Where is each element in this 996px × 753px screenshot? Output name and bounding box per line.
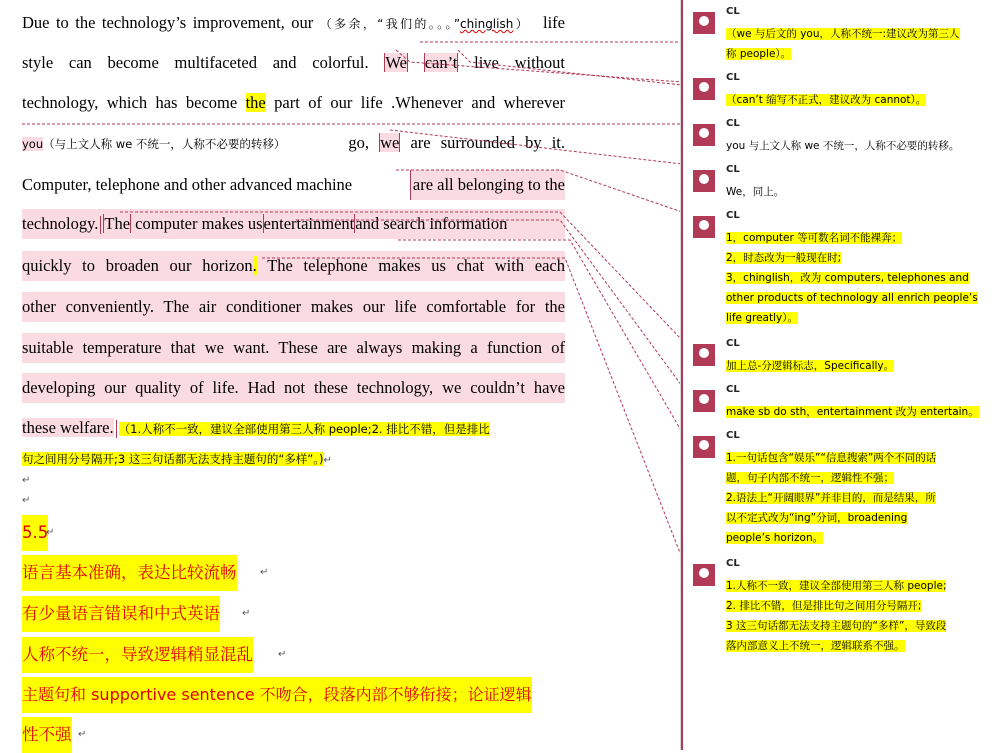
text-run: these welfare. — [22, 418, 114, 437]
comment-anchor — [100, 216, 101, 234]
document-page[interactable] — [22, 0, 565, 750]
text-run: Due to the technology’s improvement, our — [22, 13, 314, 32]
comment-text: 1，computer 等可数名词不能裸奔； 2，时态改为一般现在时; 3，chinglish，改为 computers, telephones and other products of technology all enrich people’s life greatly）。 — [726, 232, 978, 324]
commented-phrase[interactable]: are all belonging to the — [410, 170, 565, 200]
text-line: Due to the technology’s improvement, our （多余，“我们的。。。”chinglish） life — [22, 13, 565, 32]
avatar — [693, 344, 715, 366]
comment-text: you 与上文人称 we 不统一，人称不必要的转移。 — [726, 140, 960, 152]
comment-author: CL — [726, 210, 740, 221]
empty-paragraph — [22, 486, 565, 510]
text-run: and search information — [355, 214, 508, 233]
inline-comment: （与上文人称 we 不统一，人称不必要的转移） — [43, 137, 286, 151]
comment-text: 1.一句话包含“娱乐”“信息搜索”两个不同的话 题，句子内部不统一，逻辑性不强； 2.语法上“开阔眼界”并非目的，而是结果，所 以不定式改为“ing”分词，broadening people’s horizon。 — [726, 452, 937, 544]
avatar — [693, 170, 715, 192]
highlighted-period[interactable]: . — [252, 256, 257, 275]
text-run: quickly to broaden our horizon — [22, 256, 253, 275]
text-run: life — [543, 13, 565, 32]
evaluation-score: 5.5 — [22, 515, 48, 551]
text-run: live without — [474, 53, 566, 72]
evaluation-item: 主题句和 supportive sentence 不吻合，段落内部不够衔接；论证逻辑 — [22, 677, 532, 713]
inline-comment: （1.人称不一致，建议全部使用第三人称 people;2. 排比不错，但是排比 — [118, 422, 490, 436]
commented-word[interactable]: The — [104, 214, 131, 233]
comments-pane[interactable] — [680, 0, 996, 750]
comment-text: （can’t 缩写不正式，建议改为 cannot）。 — [726, 94, 927, 106]
text-line — [22, 333, 565, 363]
commented-word-entertainment[interactable]: entertainment — [263, 214, 355, 233]
comment-author: CL — [726, 6, 740, 17]
avatar — [693, 390, 715, 412]
paragraph-mark: ↵ — [22, 495, 31, 506]
comment-anchor — [116, 420, 117, 438]
comment-text: make sb do sth，entertainment 改为 entertain。 — [726, 406, 979, 418]
comment-text: We，同上。 — [726, 186, 785, 198]
avatar — [693, 12, 715, 34]
paragraph-mark: ↵ — [78, 729, 87, 740]
text-line — [22, 48, 565, 78]
highlighted-word-the[interactable]: the — [245, 93, 266, 112]
text-line — [22, 373, 565, 403]
inline-comment: （多余，“我们的。。。” — [319, 17, 461, 31]
paragraph-mark: ↵ — [242, 608, 251, 619]
avatar — [693, 124, 715, 146]
text-run: technology. — [22, 214, 99, 233]
text-line — [22, 128, 565, 158]
evaluation-item: 人称不统一，导致逻辑稍显混乱 — [22, 637, 253, 673]
text-run: computer makes us — [135, 214, 263, 233]
text-run: The telephone makes us chat with each — [267, 256, 566, 275]
text-run: style can become multifaceted and colorful. — [22, 53, 369, 72]
paragraph-mark: ↵ — [278, 649, 287, 660]
text-line — [22, 251, 565, 281]
evaluation-item: 性不强 — [22, 717, 72, 753]
commented-word-cant[interactable]: can’t — [424, 53, 458, 72]
inline-comment: chinglish — [460, 17, 514, 31]
text-run: go, — [348, 133, 369, 152]
paragraph-mark: ↵ — [323, 455, 332, 466]
comment-author: CL — [726, 118, 740, 129]
text-run: technology, which has become — [22, 93, 238, 112]
comment-author: CL — [726, 164, 740, 175]
text-line — [22, 170, 565, 200]
avatar — [693, 564, 715, 586]
avatar — [693, 216, 715, 238]
paragraph-mark: ↵ — [46, 527, 55, 538]
comment-text: 1.人称不一致，建议全部使用第三人称 people; 2. 排比不错，但是排比句之间用分号隔开; 3 这三句话都无法支持主题句的“多样”，导致段 落内部意义上不统一，逻辑联系不强。 — [726, 580, 947, 652]
comment-author: CL — [726, 338, 740, 349]
text-run: other conveniently. The air conditioner makes our life comfortable for the — [22, 297, 565, 316]
text-line — [22, 292, 565, 322]
text-run: developing our quality of life. Had not these technology, we couldn’t have — [22, 378, 565, 397]
commented-word-we[interactable]: we — [380, 133, 400, 152]
avatar — [693, 436, 715, 458]
comment-author: CL — [726, 72, 740, 83]
evaluation-item: 语言基本准确，表达比较流畅 — [22, 555, 237, 591]
commented-word-we[interactable]: We — [385, 53, 407, 72]
text-run: are surrounded by it. — [410, 133, 565, 152]
commented-word-you[interactable]: you — [22, 137, 44, 151]
text-run: suitable temperature that we want. These are always making a function of — [22, 338, 565, 357]
avatar — [693, 78, 715, 100]
comment-pane-marker — [681, 0, 683, 750]
text-line — [22, 413, 565, 443]
comment-text: （we 与后文的 you，人称不统一:建议改为第三人 称 people）。 — [726, 28, 960, 60]
comment-author: CL — [726, 558, 740, 569]
evaluation-item: 有少量语言错误和中式英语 — [22, 596, 220, 632]
paragraph-mark: ↵ — [260, 567, 269, 578]
text-line — [22, 88, 565, 118]
inline-comment: 句之间用分号隔开;3 这三句话都无法支持主题句的“多样”。) — [22, 452, 324, 466]
text-line — [22, 209, 565, 239]
text-run: Computer, telephone and other advanced machine — [22, 175, 353, 194]
comment-text: 加上总-分逻辑标志，Specifically。 — [726, 360, 895, 372]
paragraph-mark: ↵ — [22, 475, 31, 486]
text-run: part of our life .Whenever and wherever — [274, 93, 566, 112]
comment-author: CL — [726, 384, 740, 395]
comment-author: CL — [726, 430, 740, 441]
